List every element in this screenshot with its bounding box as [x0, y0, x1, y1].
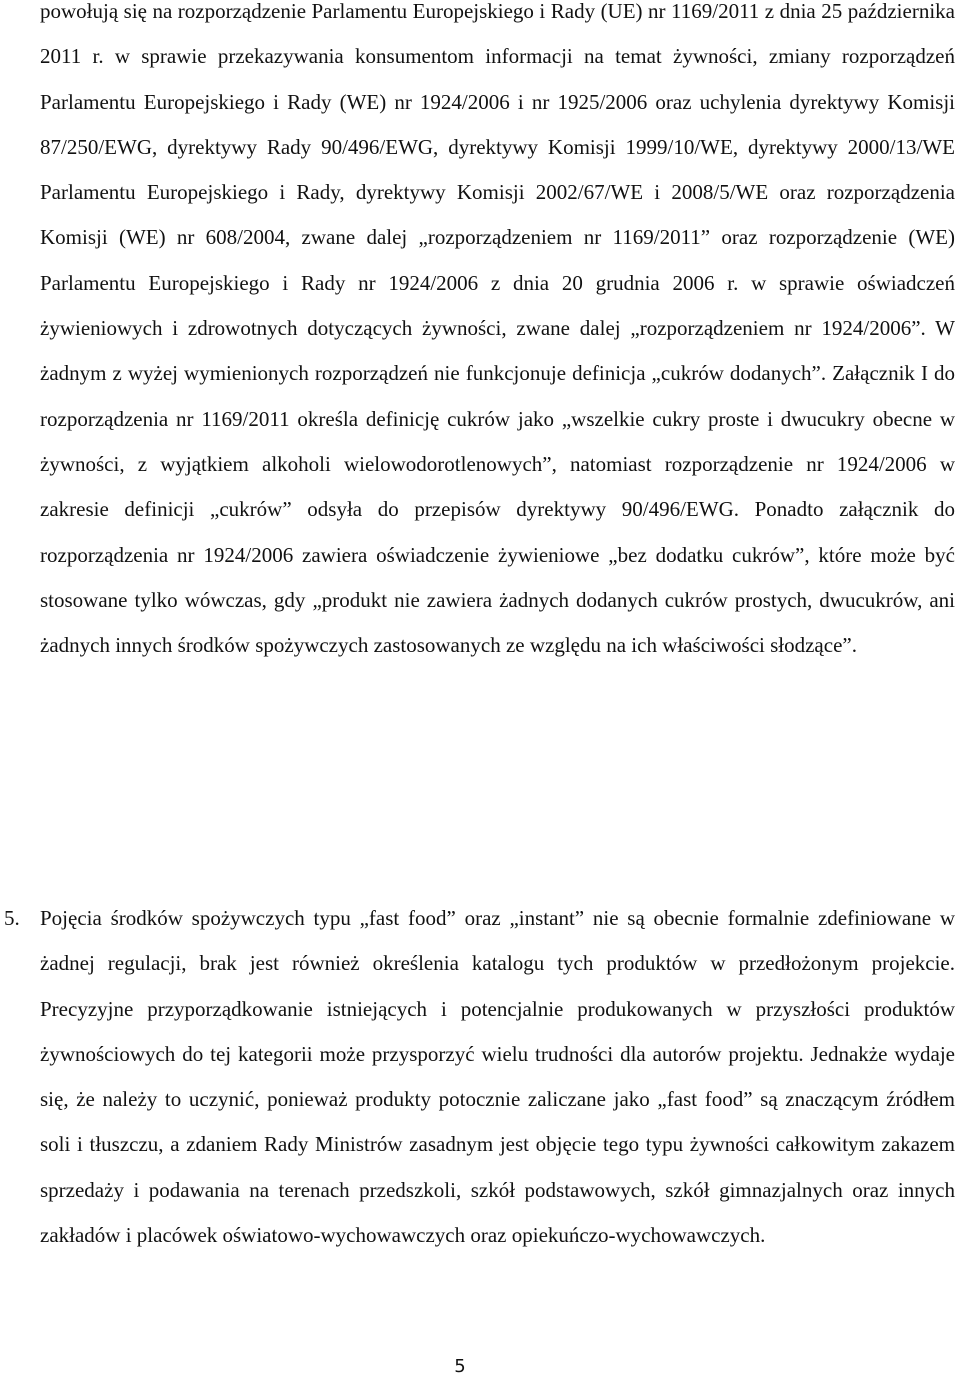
list-item-text: Pojęcia środków spożywczych typu „fast food” oraz „instant” nie są obecnie formalnie zdefiniowane w żadnej regulacji, brak jest również określenia katalogu tych produktów w przedłożonym projekcie. Precyzyjne przyporządkowanie istniejących i potencjalnie produkowanych w przyszłości produktów żywnościowych do tej kategorii może przysporzyć wielu trudności dla autorów projektu. Jednakże wydaje się, że należy to uczynić, ponieważ produkty potocznie zaliczane jako „fast food” są znaczącym źródłem soli i tłuszczu, a zdaniem Rady Ministrów zasadnym jest objęcie tego typu żywności całkowitym zakazem sprzedaży i podawania na terenach przedszkoli, szkół podstawowych, szkół gimnazjalnych oraz innych zakładów i placówek oświatowo-wychowawczych oraz opiekuńczo-wychowawczych. — [40, 906, 955, 1248]
list-item-number: 5. — [4, 906, 20, 930]
page-number: 5 — [454, 1356, 466, 1377]
continued-paragraph: powołują się na rozporządzenie Parlamentu Europejskiego i Rady (UE) nr 1169/2011 z dnia 25 października 2011 r. w sprawie przekazywania konsumentom informacji na temat żywności, zmiany rozporządzeń Parlamentu Europejskiego i Rady (WE) nr 1924/2006 i nr 1925/2006 oraz uchylenia dyrektywy Komisji 87/250/EWG, dyrektywy Rady 90/496/EWG, dyrektywy Komisji 1999/10/WE, dyrektywy 2000/13/WE Parlamentu Europejskiego i Rady, dyrektywy Komisji 2002/67/WE i 2008/5/WE oraz rozporządzenia Komisji (WE) nr 608/2004, zwane dalej „rozporządzeniem nr 1169/2011” oraz rozporządzenie (WE) Parlamentu Europejskiego i Rady nr 1924/2006 z dnia 20 grudnia 2006 r. w sprawie oświadczeń żywieniowych i zdrowotnych dotyczących żywności, zwane dalej „rozporządzeniem nr 1924/2006”. W żadnym z wyżej wymienionych rozporządzeń nie funkcjonuje definicja „cukrów dodanych”. Załącznik I do rozporządzenia nr 1169/2011 określa definicję cukrów jako „wszelkie cukry proste i dwucukry obecne w żywności, z wyjątkiem alkoholi wielowodorotlenowych”, natomiast rozporządzenie nr 1924/2006 w zakresie definicji „cukrów” odsyła do przepisów dyrektywy 90/496/EWG. Ponadto załącznik do rozporządzenia nr 1924/2006 zawiera oświadczenie żywieniowe „bez dodatku cukrów”, które może być stosowane tylko wówczas, gdy „produkt nie zawiera żadnych dodanych cukrów prostych, dwucukrów, ani żadnych innych środków spożywczych zastosowanych ze względu na ich właściwości słodzące”. — [40, 0, 955, 658]
